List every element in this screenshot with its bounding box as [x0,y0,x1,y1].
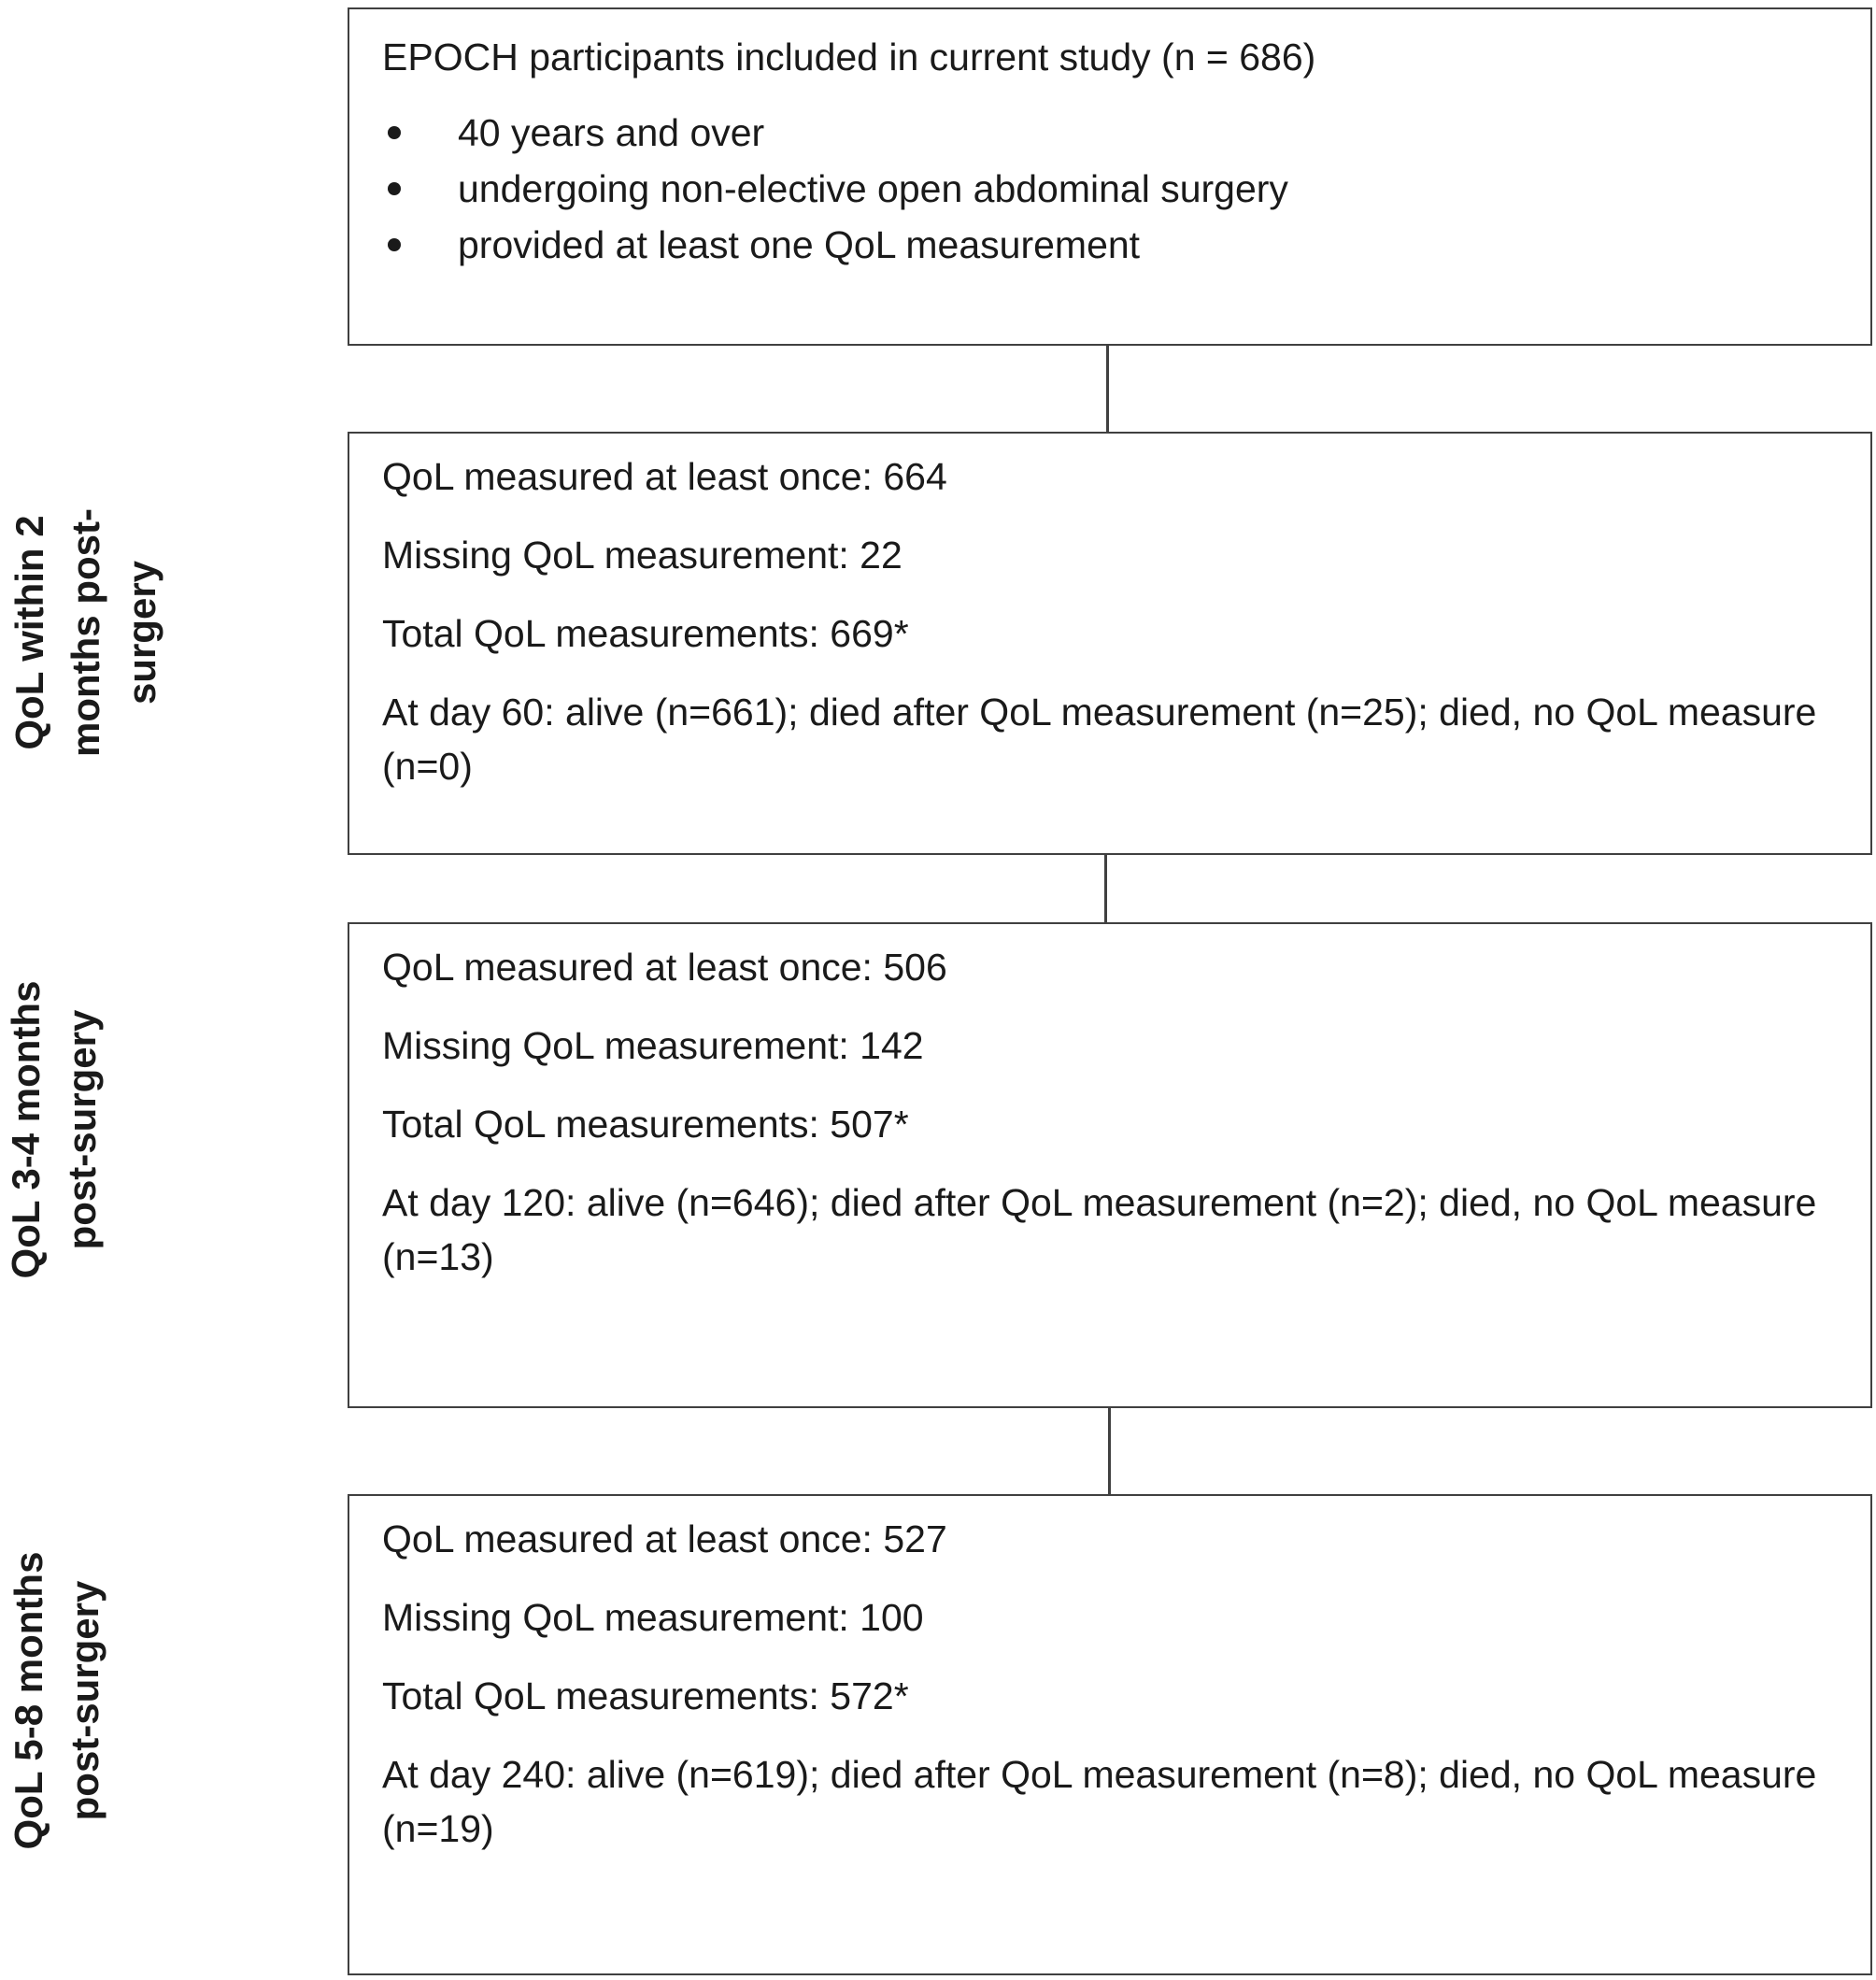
inclusion-box [348,7,1872,346]
survival-status: At day 240: alive (n=619); died after QoL measurement (n=8); died, no QoL measure (n=19) [382,1753,1817,1850]
measured-count: QoL measured at least once: 664 [382,455,947,498]
total-measurements: Total QoL measurements: 507* [382,1103,909,1146]
inclusion-criterion: undergoing non-elective open abdominal surgery [458,167,1288,210]
missing-count: Missing QoL measurement: 100 [382,1596,924,1639]
bullet-icon [388,182,401,195]
stage-label: QoL within 2 months post-surgery [7,508,163,757]
measured-count: QoL measured at least once: 527 [382,1517,947,1560]
total-measurements: Total QoL measurements: 572* [382,1674,909,1717]
survival-status: At day 120: alive (n=646); died after QoL measurement (n=2); died, no QoL measure (n=13) [382,1181,1817,1278]
measured-count: QoL measured at least once: 506 [382,946,947,989]
stage-label: QoL 5-8 months post-surgery [7,1551,107,1850]
stage-box [348,1494,1872,1975]
survival-status: At day 60: alive (n=661); died after QoL measurement (n=25); died, no QoL measure (n=0) [382,691,1817,788]
missing-count: Missing QoL measurement: 22 [382,534,902,577]
stage-box [348,432,1872,855]
stage-label: QoL 3-4 months post-surgery [4,980,104,1279]
flow-connector [1106,346,1109,432]
inclusion-title: EPOCH participants included in current study (n = 686) [382,36,1316,78]
bullet-icon [388,126,401,139]
stage-box [348,922,1872,1408]
flow-connector [1104,855,1107,922]
flow-connector [1108,1408,1111,1494]
inclusion-criterion: provided at least one QoL measurement [458,223,1141,266]
inclusion-criterion: 40 years and over [458,111,765,154]
bullet-icon [388,238,401,251]
total-measurements: Total QoL measurements: 669* [382,612,909,655]
missing-count: Missing QoL measurement: 142 [382,1024,924,1067]
